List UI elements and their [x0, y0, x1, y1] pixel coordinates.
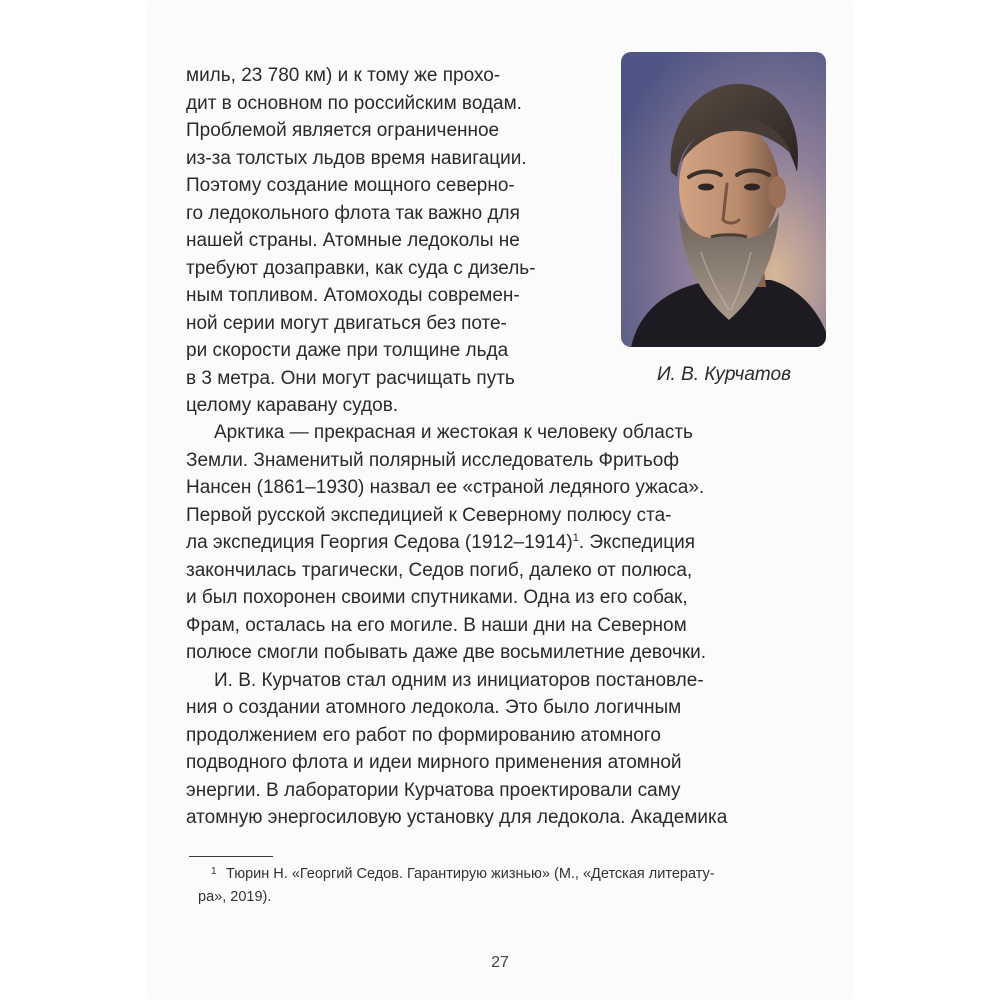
footnote-number: 1 [211, 866, 217, 877]
page-number: 27 [491, 954, 509, 971]
kurchatov-portrait [621, 52, 826, 347]
text-line: подводного флота и идеи мирного применения атомной [186, 752, 682, 773]
footnote-line: ра», 2019). [198, 889, 272, 905]
portrait-illustration [621, 52, 826, 347]
text-line: Арктика — прекрасная и жестокая к человеку область [214, 422, 693, 443]
text-line: ри скорости даже при толщине льда [186, 340, 509, 361]
text-line: Земли. Знаменитый полярный исследователь Фритьоф [186, 449, 679, 471]
text-line-with-footnote [186, 529, 695, 557]
text-line: го ледокольного флота так важно для [186, 202, 520, 224]
text-line: Проблемой является ограниченное [186, 120, 500, 141]
text-line: нашей страны. Атомные ледоколы не [186, 230, 520, 251]
text-line: И. В. Курчатов стал одним из инициаторов постановле- [214, 669, 704, 691]
text-line: дит в основном по российским водам. [186, 92, 522, 114]
portrait-caption: И. В. Курчатов [656, 364, 792, 385]
text-line: ной серии могут двигаться без поте- [186, 312, 507, 334]
footnote-reference[interactable]: 1 [572, 532, 579, 544]
text-line: продолжением его работ по формированию атомного [186, 724, 661, 746]
text-line: ния о создании атомного ледокола. Это было логичным [186, 697, 682, 718]
text-line: ным топливом. Атомоходы современ- [186, 285, 520, 306]
text-line: из-за толстых льдов время навигации. [186, 147, 527, 169]
text-line: полюсе смогли побывать даже две восьмилетние девочки. [186, 642, 707, 663]
text-segment: ла экспедиция Георгия Седова (1912–1914) [186, 532, 573, 553]
text-line: Первой русской экспедицией к Северному полюсу ста- [186, 504, 672, 526]
text-line: Нансен (1861–1930) назвал ее «страной ледяного ужаса». [186, 477, 705, 498]
text-line: миль, 23 780 км) и к тому же прохо- [186, 65, 501, 86]
footnote-line: Тюрин Н. «Георгий Седов. Гарантирую жизнью» (М., «Детская литерату- [226, 866, 715, 882]
text-line: закончилась трагически, Седов погиб, далеко от полюса, [186, 559, 693, 581]
footnote-separator [189, 856, 273, 857]
text-line: целому каравану судов. [186, 395, 399, 416]
text-segment: . Экспедиция [578, 532, 695, 553]
text-line: энергии. В лаборатории Курчатова проектировали саму [186, 779, 681, 801]
text-line: атомную энергосиловую установку для ледокола. Академика [186, 807, 728, 828]
text-line: Поэтому создание мощного северно- [186, 175, 515, 196]
text-line: в 3 метра. Они могут расчищать путь [186, 367, 515, 389]
text-line: требуют дозаправки, как суда с дизель- [186, 257, 536, 279]
text-line: Фрам, осталась на его могиле. В наши дни на Северном [186, 614, 687, 636]
text-line: и был похоронен своими спутниками. Одна из его собак, [186, 587, 688, 608]
